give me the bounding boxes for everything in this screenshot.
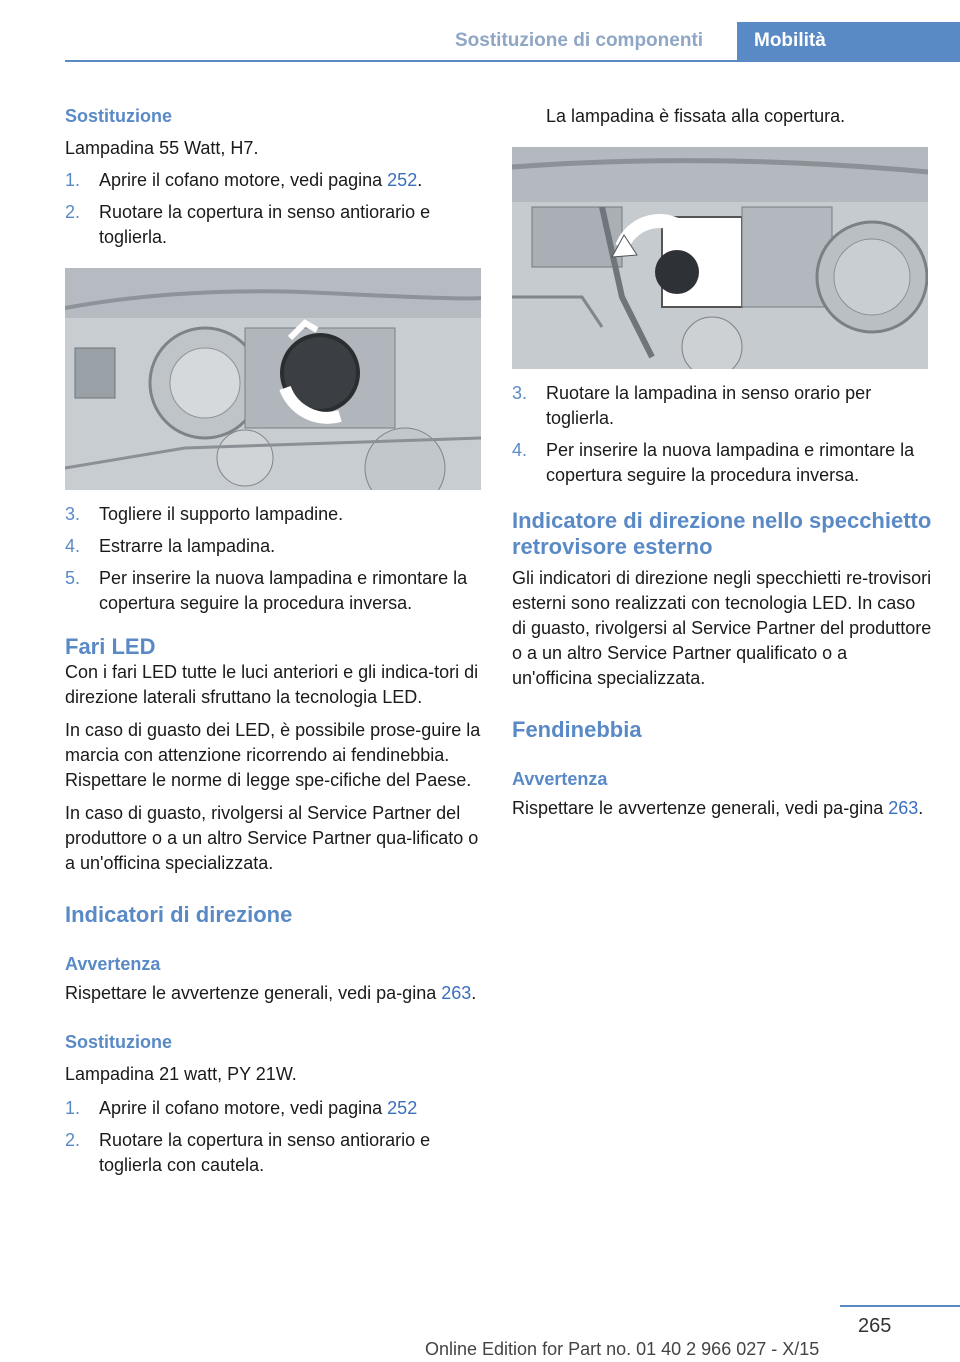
steps-list [65, 1096, 483, 1178]
heading-mirror-indicator: Indicatore di direzione nello specchietto retrovisore esterno [512, 508, 932, 559]
heading-avvertenza: Avvertenza [65, 954, 161, 974]
bulb-spec: Lampadina 55 Watt, H7. [65, 138, 259, 158]
list-item [512, 381, 932, 431]
left-column [65, 104, 483, 1178]
step-number: 2. [65, 202, 81, 222]
warning-text-post: . [471, 983, 477, 1003]
paragraph: Gli indicatori di direzione negli specchietti re‐trovisori esterni sono realizzati con tecnologia LED. In caso di guasto, rivolgersi al Service Partner del produttore o a un altro Service Partner qualificato o a un'officina specializzata. [512, 568, 932, 688]
bulb-spec: Lampadina 21 watt, PY 21W. [65, 1064, 297, 1084]
list-item [65, 200, 483, 250]
heading-fari-led: Fari LED [65, 634, 156, 659]
warning-text [65, 981, 483, 1006]
step-number: 3. [512, 383, 528, 403]
paragraph: In caso di guasto dei LED, è possibile prose‐guire la marcia con attenzione ricorrendo ai fendinebbia. Rispettare le norme di legge spe‐cifiche del Paese. [65, 720, 481, 790]
figure-caption: La lampadina è fissata alla copertura. [546, 106, 846, 126]
footer-rule [840, 1305, 960, 1307]
list-item [65, 502, 483, 527]
step-text: Togliere il supporto lampadine. [99, 504, 344, 524]
list-item [512, 438, 932, 488]
warning-text [512, 796, 932, 821]
step-number: 3. [65, 504, 81, 524]
step-number: 4. [512, 440, 528, 460]
step-text [99, 168, 483, 193]
heading-sostituzione: Sostituzione [65, 1032, 172, 1052]
step-text-post: . [417, 170, 423, 190]
header-chapter-tab: Mobilità [737, 22, 960, 62]
step-number: 5. [65, 568, 81, 588]
steps-list [512, 381, 932, 488]
warning-text-post: . [918, 798, 924, 818]
step-text: Per inserire la nuova lampadina e rimontare la copertura seguire la procedura inversa. [546, 440, 915, 485]
paragraph: Con i fari LED tutte le luci anteriori e gli indica‐tori di direzione laterali sfruttano la tecnologia LED. [65, 662, 479, 707]
step-text: Ruotare la copertura in senso antiorario e toglierla. [99, 202, 431, 247]
heading-avvertenza: Avvertenza [512, 769, 608, 789]
edition-footer: Online Edition for Part no. 01 40 2 966 027 - X/15 [425, 1339, 820, 1359]
heading-indicatori: Indicatori di direzione [65, 902, 293, 927]
page-number: 265 [858, 1315, 892, 1337]
list-item [65, 1128, 483, 1178]
headlight-cover-illustration [65, 268, 481, 490]
step-text-pre: Aprire il cofano motore, vedi pagina [99, 1098, 388, 1118]
turn-signal-illustration [512, 147, 928, 369]
paragraph: In caso di guasto, rivolgersi al Service Partner del produttore o a un altro Service Partner qua‐lificato o a un'officina specializzata. [65, 803, 479, 873]
list-item [65, 1096, 483, 1121]
step-number: 1. [65, 1098, 81, 1118]
step-number: 2. [65, 1130, 81, 1150]
steps-list [65, 168, 483, 250]
page-link[interactable]: 252 [387, 1098, 418, 1118]
list-item [65, 168, 483, 193]
step-text: Estrarre la lampadina. [99, 536, 276, 556]
warning-text-pre: Rispettare le avvertenze generali, vedi pa‐gina [512, 798, 889, 818]
step-number: 1. [65, 170, 81, 190]
heading-fendinebbia: Fendinebbia [512, 717, 642, 742]
page-link[interactable]: 252 [387, 170, 418, 190]
right-column [512, 104, 932, 821]
heading-sostituzione: Sostituzione [65, 106, 172, 126]
warning-text-pre: Rispettare le avvertenze generali, vedi pa‐gina [65, 983, 442, 1003]
page-link[interactable]: 263 [888, 798, 919, 818]
step-text: Per inserire la nuova lampadina e rimontare la copertura seguire la procedura inversa. [99, 568, 468, 613]
step-text-pre: Aprire il cofano motore, vedi pagina [99, 170, 388, 190]
steps-list [65, 502, 483, 616]
step-text: Ruotare la lampadina in senso orario per toglierla. [546, 383, 872, 428]
list-item [65, 566, 483, 616]
header-section-title: Sostituzione di componenti [455, 30, 704, 51]
step-text: Ruotare la copertura in senso antiorario e toglierla con cautela. [99, 1130, 431, 1175]
page-link[interactable]: 263 [441, 983, 472, 1003]
step-text [99, 1096, 483, 1121]
step-number: 4. [65, 536, 81, 556]
list-item [65, 534, 483, 559]
